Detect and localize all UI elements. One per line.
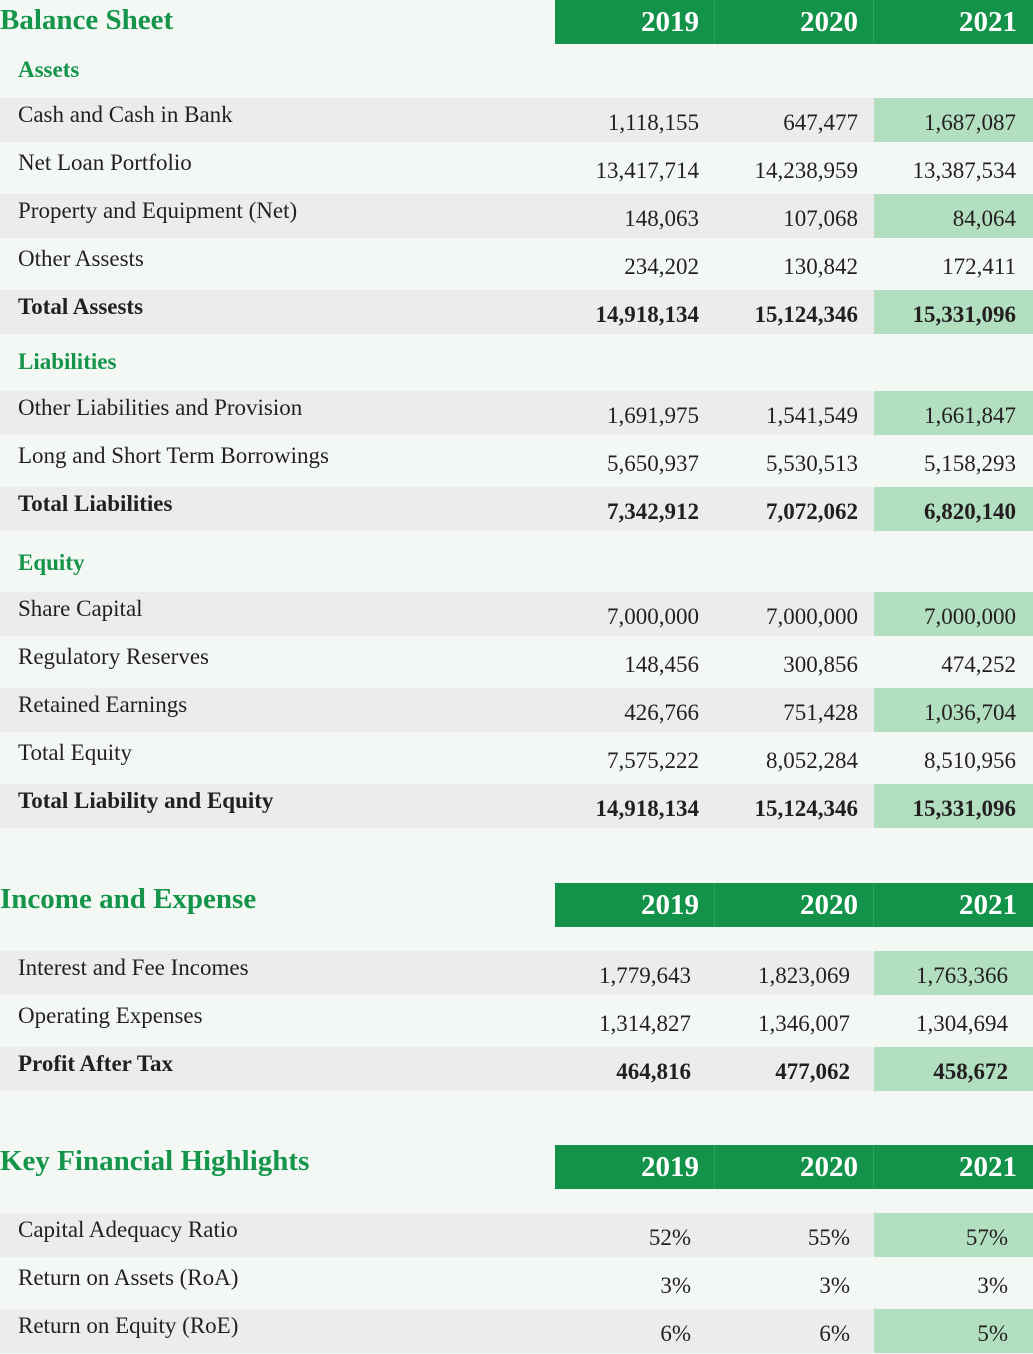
- value-2019: 52%: [648, 1225, 691, 1250]
- table-row-total: [0, 784, 1033, 828]
- value-2021: 1,763,366: [916, 963, 1008, 988]
- income-expense-title: Income and Expense: [0, 883, 257, 915]
- value-2021: 57%: [965, 1225, 1008, 1250]
- row-label: Operating Expenses: [18, 1003, 203, 1028]
- table-row: [0, 592, 1033, 636]
- value-2021: 172,411: [942, 254, 1016, 279]
- table-row-total: [0, 290, 1033, 334]
- year-header-2019: 2019: [641, 1151, 699, 1183]
- value-2019: 1,314,827: [599, 1011, 691, 1036]
- value-2019: 5,650,937: [607, 451, 699, 476]
- value-2019: 14,918,134: [595, 302, 699, 327]
- value-2020: 6%: [819, 1321, 850, 1346]
- table-row: [0, 1309, 1033, 1353]
- value-2019: 7,575,222: [607, 748, 699, 773]
- year-header-2021: 2021: [959, 6, 1017, 38]
- row-label: Other Liabilities and Provision: [18, 395, 303, 420]
- key-highlights-title: Key Financial Highlights: [0, 1145, 310, 1177]
- table-row-total: [0, 487, 1033, 531]
- table-row: [0, 640, 1033, 684]
- row-label: Total Liability and Equity: [18, 788, 274, 813]
- value-2020: 107,068: [783, 206, 858, 231]
- value-2021: 7,000,000: [924, 604, 1016, 629]
- row-label: Retained Earnings: [18, 692, 188, 717]
- value-2021: 5%: [977, 1321, 1008, 1346]
- table-row-total: [0, 1047, 1033, 1091]
- year-header-2020: 2020: [800, 6, 858, 38]
- value-2019: 14,918,134: [595, 796, 699, 821]
- value-2020: 15,124,346: [754, 302, 858, 327]
- assets-heading: Assets: [18, 57, 80, 82]
- key-highlights-year-header: [555, 1145, 1033, 1189]
- balance-sheet-title: Balance Sheet: [0, 4, 174, 36]
- value-2021: 1,036,704: [924, 700, 1016, 725]
- value-2020: 647,477: [783, 110, 858, 135]
- liabilities-heading: Liabilities: [18, 349, 117, 374]
- value-2019: 13,417,714: [595, 158, 699, 183]
- table-row: [0, 146, 1033, 190]
- value-2021: 15,331,096: [912, 302, 1016, 327]
- value-2019: 148,063: [624, 206, 699, 231]
- value-2020: 3%: [819, 1273, 850, 1298]
- value-2019: 1,779,643: [599, 963, 691, 988]
- value-2019: 1,691,975: [607, 403, 699, 428]
- row-label: Other Assests: [18, 246, 144, 271]
- value-2020: 7,072,062: [766, 499, 858, 524]
- row-label: Capital Adequacy Ratio: [18, 1217, 238, 1242]
- table-row: [0, 391, 1033, 435]
- value-2020: 8,052,284: [766, 748, 858, 773]
- value-2020: 1,541,549: [766, 403, 858, 428]
- table-row: [0, 194, 1033, 238]
- value-2021: 84,064: [952, 206, 1016, 231]
- row-label: Share Capital: [18, 596, 143, 621]
- year-header-2019: 2019: [641, 889, 699, 921]
- value-2019: 426,766: [624, 700, 699, 725]
- row-label: Total Equity: [18, 740, 133, 765]
- value-2019: 234,202: [624, 254, 699, 279]
- balance-sheet-year-header: [555, 0, 1033, 44]
- value-2020: 130,842: [783, 254, 858, 279]
- value-2019: 6%: [660, 1321, 691, 1346]
- value-2021: 8,510,956: [924, 748, 1016, 773]
- table-row: [0, 1213, 1033, 1257]
- value-2020: 15,124,346: [754, 796, 858, 821]
- value-2020: 477,062: [775, 1059, 850, 1084]
- value-2020: 7,000,000: [766, 604, 858, 629]
- value-2020: 14,238,959: [754, 158, 858, 183]
- value-2021: 1,304,694: [916, 1011, 1008, 1036]
- value-2021: 458,672: [933, 1059, 1008, 1084]
- row-label: Return on Equity (RoE): [18, 1313, 239, 1338]
- year-header-2019: 2019: [641, 6, 699, 38]
- value-2019: 7,000,000: [607, 604, 699, 629]
- value-2020: 55%: [807, 1225, 850, 1250]
- table-row: [0, 999, 1033, 1043]
- table-row: [0, 736, 1033, 780]
- value-2021: 1,687,087: [924, 110, 1016, 135]
- table-row: [0, 951, 1033, 995]
- year-header-2021: 2021: [959, 889, 1017, 921]
- row-label: Net Loan Portfolio: [18, 150, 192, 175]
- value-2021: 13,387,534: [912, 158, 1016, 183]
- row-label: Interest and Fee Incomes: [18, 955, 249, 980]
- value-2019: 3%: [660, 1273, 691, 1298]
- value-2021: 1,661,847: [924, 403, 1016, 428]
- value-2021: 15,331,096: [912, 796, 1016, 821]
- value-2021: 474,252: [941, 652, 1016, 677]
- row-label: Regulatory Reserves: [18, 644, 209, 669]
- value-2019: 148,456: [624, 652, 699, 677]
- table-row: [0, 688, 1033, 732]
- row-label: Total Assests: [18, 294, 144, 319]
- table-row: [0, 98, 1033, 142]
- value-2019: 1,118,155: [607, 110, 699, 135]
- value-2021: 3%: [977, 1273, 1008, 1298]
- value-2019: 464,816: [616, 1059, 691, 1084]
- income-expense-year-header: [555, 883, 1033, 927]
- table-row: [0, 242, 1033, 286]
- row-label: Total Liabilities: [18, 491, 173, 516]
- value-2019: 7,342,912: [607, 499, 699, 524]
- table-row: [0, 1261, 1033, 1305]
- value-2021: 5,158,293: [924, 451, 1016, 476]
- value-2020: 751,428: [783, 700, 858, 725]
- year-header-2021: 2021: [959, 1151, 1017, 1183]
- row-label: Long and Short Term Borrowings: [18, 443, 329, 468]
- row-label: Property and Equipment (Net): [18, 198, 298, 223]
- equity-heading: Equity: [18, 550, 85, 575]
- year-header-2020: 2020: [800, 1151, 858, 1183]
- row-label: Profit After Tax: [18, 1051, 174, 1076]
- table-row: [0, 439, 1033, 483]
- value-2020: 1,823,069: [758, 963, 850, 988]
- row-label: Return on Assets (RoA): [18, 1265, 239, 1290]
- value-2020: 300,856: [783, 652, 858, 677]
- year-header-2020: 2020: [800, 889, 858, 921]
- value-2020: 5,530,513: [766, 451, 858, 476]
- value-2020: 1,346,007: [758, 1011, 850, 1036]
- value-2021: 6,820,140: [924, 499, 1016, 524]
- row-label: Cash and Cash in Bank: [18, 102, 233, 127]
